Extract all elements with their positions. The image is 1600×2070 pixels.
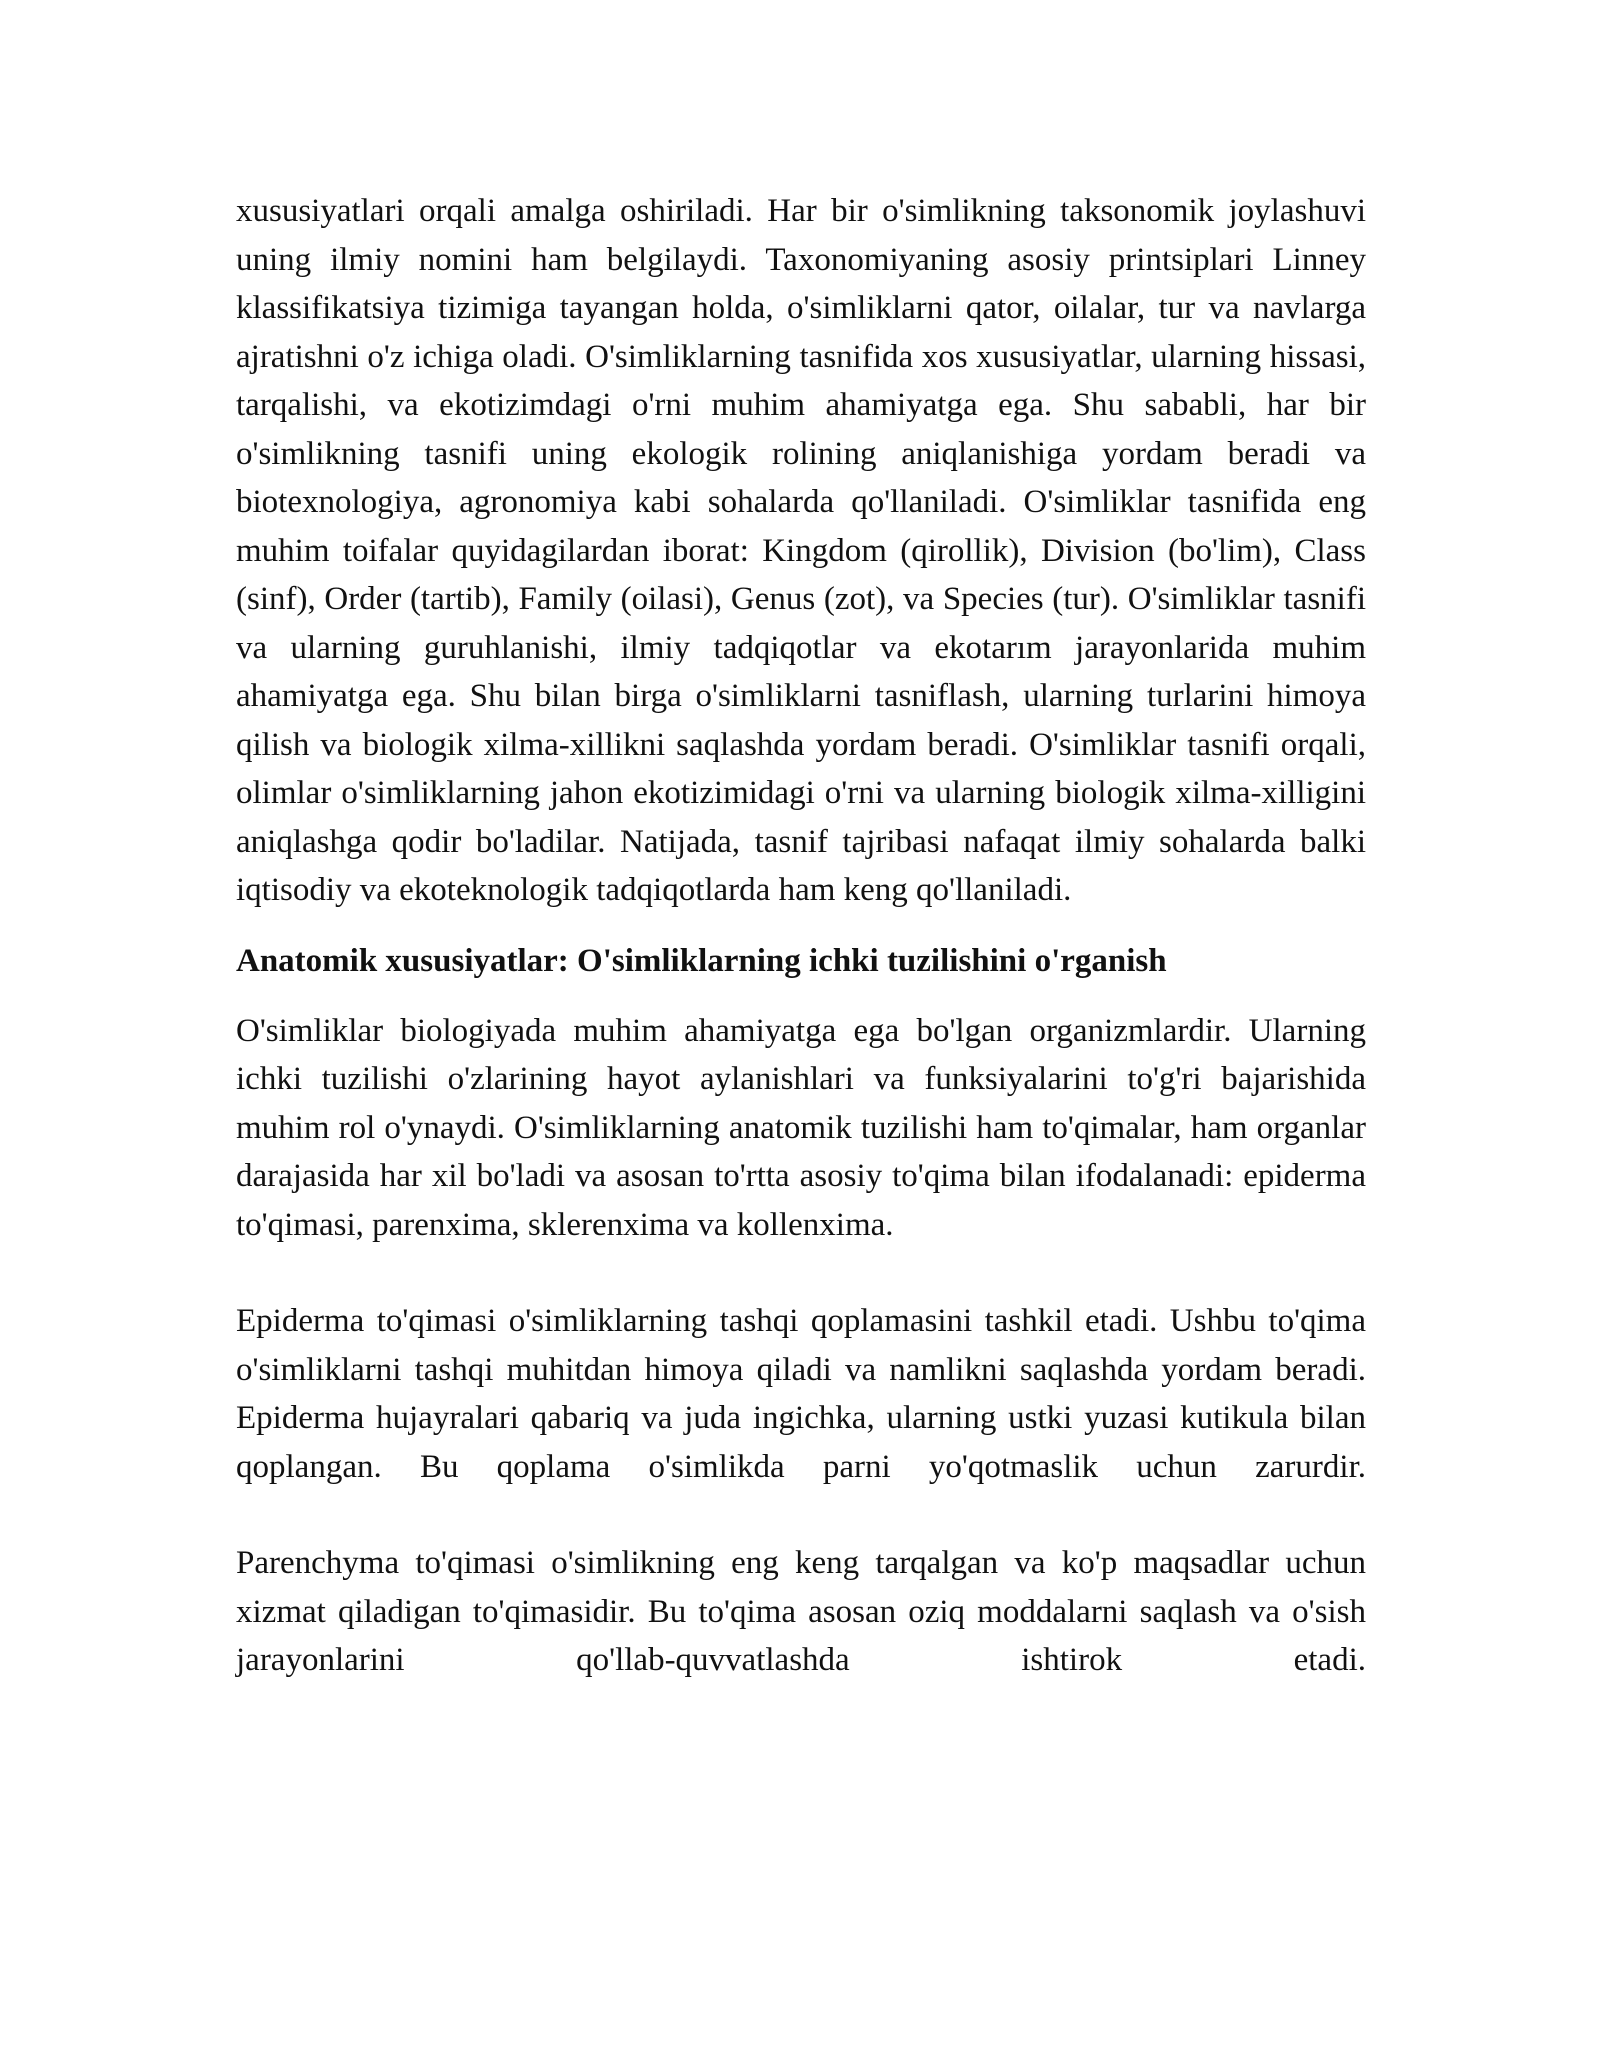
paragraph-taxonomy: xususiyatlari orqali amalga oshiriladi. Har bir o'simlikning taksonomik joylashuvi uning ilmiy nomini ham belgilaydi. Taxonomiyaning asosiy printsiplari Linney klassifikatsiya tizimiga tayangan holda, o'simliklarni qator, oilalar, tur va navlarga ajratishni o'z ichiga oladi. O'simliklarning tasnifida xos xususiyatlar, ularning hissasi, tarqalishi, va ekotizimdagi o'rni muhim ahamiyatga ega. Shu sababli, har bir o'simlikning tasnifi uning ekologik rolining aniqlanishiga yordam beradi va biotexnologiya, agronomiya kabi sohalarda qo'llaniladi. O'simliklar tasnifida eng muhim toifalar quyidagilardan iborat: Kingdom (qirollik), Division (bo'lim), Class (sinf), Order (tartib), Family (oilasi), Genus (zot), va Species (tur). O'simliklar tasnifi va ularning guruhlanishi, ilmiy tadqiqotlar va ekotarım jarayonlarida muhim ahamiyatga ega. Shu bilan birga o'simliklarni tasniflash, ularning turlarini himoya qilish va biologik xilma-xillikni saqlashda yordam beradi. O'simliklar tasnifi orqali, olimlar o'simliklarning jahon ekotizimidagi o'rni va ularning biologik xilma-xilligini aniqlashga qodir bo'ladilar. Natijada, tasnif tajribasi nafaqat ilmiy sohalarda balki iqtisodiy va ekoteknologik tadqiqotlarda ham keng qo'llaniladi. [236,193,1366,908]
document-body [236,187,1366,1685]
paragraph-epidermis: Epiderma to'qimasi o'simliklarning tashqi qoplamasini tashkil etadi. Ushbu to'qima o'simliklarni tashqi muhitdan himoya qiladi va namlikni saqlashda yordam beradi. Epiderma hujayralari qabariq va juda ingichka, ularning ustki yuzasi kutikula bilan qoplangan. Bu qoplama o'simlikda parni yo'qotmaslik uchun zarurdir. [236,1303,1366,1485]
paragraph-anatomy-intro: O'simliklar biologiyada muhim ahamiyatga ega bo'lgan organizmlardir. Ularning ichki tuzilishi o'zlarining hayot aylanishlari va funksiyalarini to'g'ri bajarishida muhim rol o'ynaydi. O'simliklarning anatomik tuzilishi ham to'qimalar, ham organlar darajasida har xil bo'ladi va asosan to'rtta asosiy to'qima bilan ifodalanadi: epiderma to'qimasi, parenxima, sklerenxima va kollenxima. [236,1012,1366,1243]
section-heading: Anatomik xususiyatlar: O'simliklarning ichki tuzilishini o'rganish [236,942,1167,979]
paragraph-parenchyma: Parenchyma to'qimasi o'simlikning eng keng tarqalgan va ko'p maqsadlar uchun xizmat qiladigan to'qimasidir. Bu to'qima asosan oziq moddalarni saqlash va o'sish jarayonlarini qo'llab-quvvatlashda ishtirok etadi. [236,1545,1366,1678]
